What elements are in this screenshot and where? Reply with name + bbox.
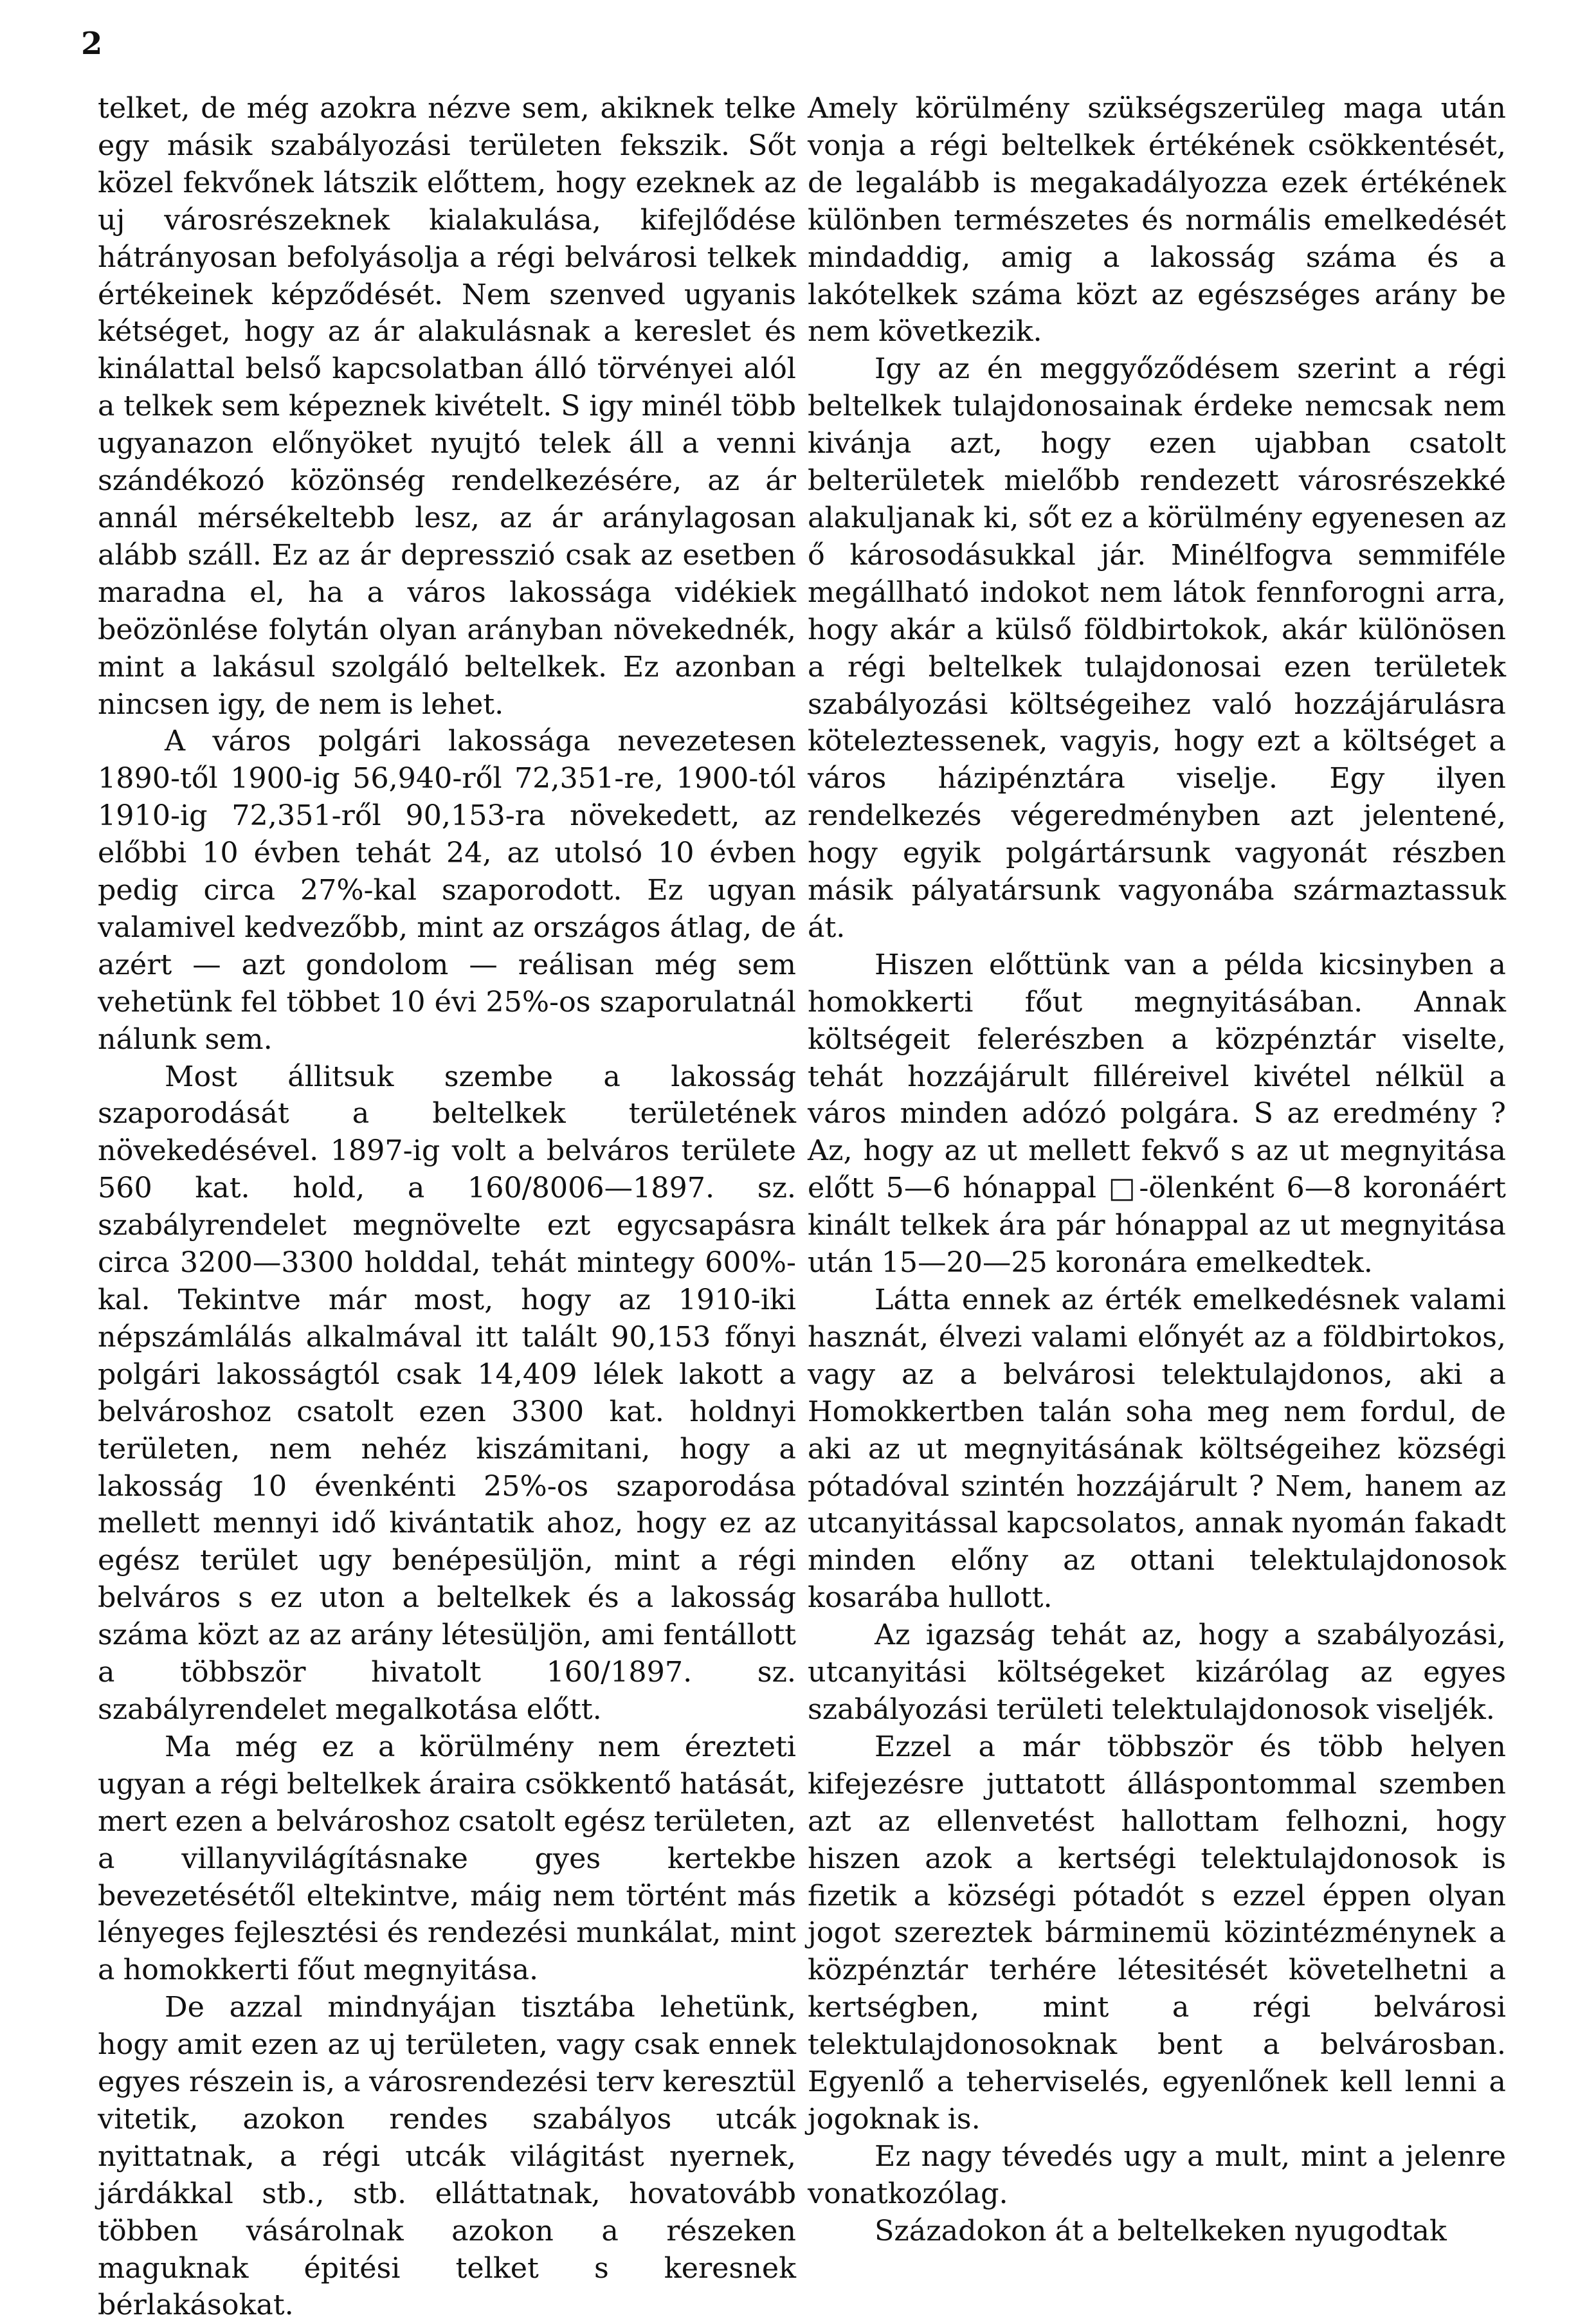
left-column <box>98 90 796 2324</box>
paragraph: Most állitsuk szembe a lakosság szaporodását a beltelkek területének növekedésével. 1897-ig volt a belváros területe 560 kat. hold, a 160/8006—1897. sz. szabályrendelet megnövelte ezt egycsapásra circa 3200—3300 holddal, tehát mintegy 600%-kal. Tekintve már most, hogy az 1910-iki népszámlálás alkalmával itt talált 90,153 főnyi polgári lakosságtól csak 14,409 lélek lakott a belvároshoz csatolt ezen 3300 kat. holdnyi területen, nem nehéz kiszámitani, hogy a lakosság 10 évenkénti 25%-os szaporodása mellett mennyi idő kivántatik ahoz, hogy ez az egész terület ugy benépesüljön, mint a régi belváros s ez uton a beltelkek és a lakosság száma közt az az arány létesüljön, ami fentállott a többször hivatolt 160/1897. sz. szabályrendelet megalkotása előtt. <box>98 1060 796 1726</box>
paragraph: Ez nagy tévedés ugy a mult, mint a jelenre vonatkozólag. <box>808 2139 1506 2210</box>
paragraph: Az igazság tehát az, hogy a szabályozási, utcanyitási költségeket kizárólag az egyes szabályozási területi telektulajdonosok viseljék. <box>808 1619 1506 1726</box>
paragraph: Századokon át a beltelkeken nyugodtak <box>875 2214 1447 2247</box>
paragraph: A város polgári lakossága nevezetesen 1890-től 1900-ig 56,940-ről 72,351-re, 1900-tól 1910-ig 72,351-ről 90,153-ra növekedett, az előbbi 10 évben tehát 24, az utolsó 10 évben pedig circa 27%-kal szaporodott. Ez ugyan valamivel kedvezőbb, mint az országos átlag, de azért — azt gondolom — reálisan még sem vehetünk fel többet 10 évi 25%-os szaporulatnál nálunk sem. <box>98 725 796 1056</box>
paragraph: Igy az én meggyőződésem szerint a régi beltelkek tulajdonosainak érdeke nemcsak nem kivánja azt, hogy ezen ujabban csatolt belterületek mielőbb rendezett városrészekké alakuljanak ki, sőt ez a körülmény egyenesen az ő károsodásukkal jár. Minélfogva semmiféle megállható indokot nem látok fennforogni arra, hogy akár a külső földbirtokok, akár különösen a régi beltelkek tulajdonosai ezen területek szabályozási költségeihez való hozzájárulásra köteleztessenek, vagyis, hogy ezt a költséget a város házipénztára viselje. Egy ilyen rendelkezés végeredményben azt jelentené, hogy egyik polgártársunk vagyonát részben másik pályatársunk vagyonába származtassuk át. <box>808 352 1506 944</box>
paragraph: Amely körülmény szükségszerüleg maga után vonja a régi beltelkek értékének csökkentését, de legalább is megakadályozza ezek értékének különben természetes és normális emelkedését mindaddig, amig a lakosság száma és a lakótelkek száma közt az egészséges arány be nem következik. <box>808 92 1506 349</box>
paragraph: De azzal mindnyájan tisztába lehetünk, hogy amit ezen az uj területen, vagy csak ennek egyes részein is, a városrendezési terv keresztül vitetik, azokon rendes szabályos utcák nyittatnak, a régi utcák világitást nyernek, járdákkal stb., stb. elláttatnak, hovatovább többen vásárolnak azokon a részeken maguknak épitési telket s keresnek bérlakásokat. <box>98 1991 796 2322</box>
paragraph: Ezzel a már többször és több helyen kifejezésre juttatott álláspontommal szemben azt az ellenvetést hallottam felhozni, hogy hiszen azok a kertségi telektulajdonosok is fizetik a községi pótadót s ezzel éppen olyan jogot szereztek bárminemü közintézménynek a közpénztár terhére létesitését követelhetni a kertségben, mint a régi belvárosi telektulajdonosoknak bent a belvárosban. Egyenlő a teherviselés, egyenlőnek kell lenni a jogoknak is. <box>808 1730 1506 2136</box>
page-number: 2 <box>81 26 103 62</box>
paragraph: telket, de még azokra nézve sem, akiknek telke egy másik szabályozási területen fekszik. Sőt közel fekvőnek látszik előttem, hogy ezeknek az uj városrészeknek kialakulása, kifejlődése hátrányosan befolyásolja a régi belvárosi telkek értékeinek képződését. Nem szenved ugyanis kétséget, hogy az ár alakulásnak a kereslet és kinálattal belső kapcsolatban álló törvényei alól a telkek sem képeznek kivételt. S igy minél több ugyanazon előnyöket nyujtó telek áll a venni szándékozó közönség rendelkezésére, az ár annál mérsékeltebb lesz, az ár aránylagosan alább száll. Ez az ár depresszió csak az esetben maradna el, ha a város lakossága vidékiek beözönlése folytán olyan arányban növekednék, mint a lakásul szolgáló beltelkek. Ez azonban nincsen igy, de nem is lehet. <box>98 92 796 721</box>
paragraph: Látta ennek az érték emelkedésnek valami hasznát, élvezi valami előnyét az a földbirtokos, vagy az a belvárosi telektulajdonos, aki a Homokkertben talán soha meg nem fordul, de aki az ut megnyitásának költségeihez községi pótadóval szintén hozzájárult ? Nem, hanem az utcanyitással kapcsolatos, annak nyomán fakadt minden előny az ottani telektulajdonosok kosarába hullott. <box>808 1284 1506 1615</box>
paragraph: Ma még ez a körülmény nem érezteti ugyan a régi beltelkek áraira csökkentő hatását, mert ezen a belvároshoz csatolt egész területen, a villanyvilágításnake gyes kertekbe bevezetésétől eltekintve, máig nem történt más lényeges fejlesztési és rendezési munkálat, mint a homokkerti főut megnyitása. <box>98 1730 796 1987</box>
right-column <box>808 90 1506 2250</box>
paragraph: Hiszen előttünk van a példa kicsinyben a homokkerti főut megnyitásában. Annak költségeit felerészben a közpénztár viselte, tehát hozzájárult filléreivel kivétel nélkül a város minden adózó polgára. S az eredmény ? Az, hogy az ut mellett fekvő s az ut megnyitása előtt 5—6 hónappal □-ölenként 6—8 koronáért kinált telkek ára pár hónappal az ut megnyitása után 15—20—25 koronára emelkedtek. <box>808 948 1506 1280</box>
